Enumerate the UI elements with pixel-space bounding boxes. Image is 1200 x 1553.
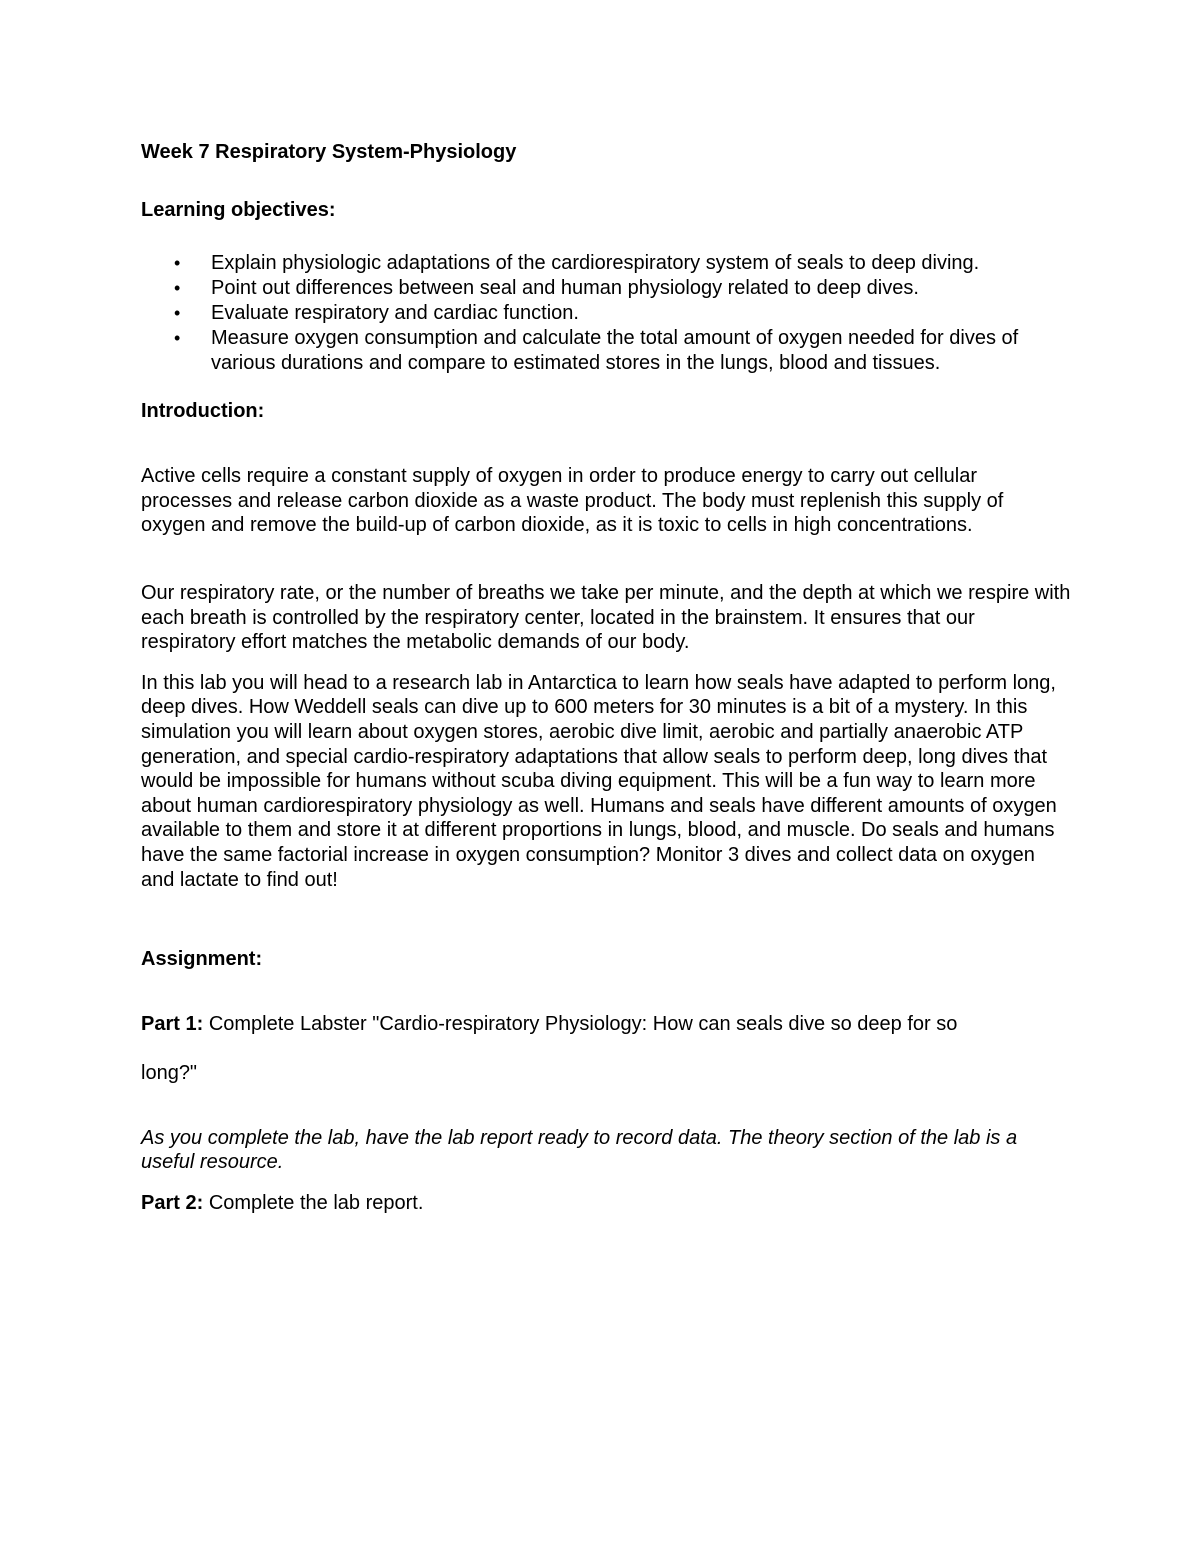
introduction-paragraph: Our respiratory rate, or the number of breaths we take per minute, and the depth at which we respire with each breath is controlled by the respiratory center, located in the brainstem. It ensures that our respiratory effort matches the metabolic demands of our body. [141, 581, 1071, 654]
document-title: Week 7 Respiratory System-Physiology [141, 141, 517, 163]
lab-note: As you complete the lab, have the lab report ready to record data. The theory section of the lab is a useful resource. [141, 1126, 1018, 1174]
objective-text: Explain physiologic adaptations of the cardiorespiratory system of seals to deep diving. [211, 251, 980, 274]
objectives-heading: Learning objectives: [141, 199, 336, 221]
bullet-icon: • [174, 252, 181, 273]
bullet-icon: • [174, 302, 181, 323]
list-item [141, 301, 1071, 326]
document-page [141, 140, 1071, 1216]
assignment-heading: Assignment: [141, 948, 263, 971]
list-item [141, 251, 1071, 276]
objectives-list [141, 251, 1071, 376]
part2-text: Complete the lab report. [208, 1192, 424, 1215]
bullet-icon: • [174, 277, 181, 298]
part1-label: Part 1: [141, 1012, 204, 1035]
introduction-heading: Introduction: [141, 399, 265, 422]
introduction-paragraph: Active cells require a constant supply of oxygen in order to produce energy to carry out cellular processes and release carbon dioxide as a waste product. The body must replenish this supply of oxygen and remove the build-up of carbon dioxide, as it is toxic to cells in high concentrations. [141, 465, 1004, 537]
bullet-icon: • [174, 327, 181, 348]
objective-text: Evaluate respiratory and cardiac function. [211, 301, 579, 324]
part1-continued: long?" [141, 1062, 198, 1085]
part2-label: Part 2: [141, 1192, 204, 1215]
part2-line [141, 1191, 1071, 1216]
objective-text: Measure oxygen consumption and calculate the total amount of oxygen needed for dives of various durations and compare to estimated stores in the lungs, blood and tissues. [211, 326, 1019, 374]
introduction-paragraph: In this lab you will head to a research lab in Antarctica to learn how seals have adapted to perform long, deep dives. How Weddell seals can dive up to 600 meters for 30 minutes is a bit of a mystery. In this simulation you will learn about oxygen stores, aerobic dive limit, aerobic and partially anaerobic ATP generation, and special cardio-respiratory adaptations that allow seals to perform deep, long dives that would be impossible for humans without scuba diving equipment. This will be a fun way to learn more about human cardiorespiratory physiology as well. Humans and seals have different amounts of oxygen available to them and store it at different proportions in lungs, blood, and muscle. Do seals and humans have the same factorial increase in oxygen consumption? Monitor 3 dives and collect data on oxygen and lactate to find out! [141, 671, 1057, 891]
list-item [141, 276, 1071, 301]
part1-text: Complete Labster "Cardio-respiratory Physiology: How can seals dive so deep for so [208, 1012, 958, 1035]
list-item [141, 326, 1071, 376]
objective-text: Point out differences between seal and human physiology related to deep dives. [211, 276, 919, 299]
part1-line [141, 1012, 1071, 1037]
